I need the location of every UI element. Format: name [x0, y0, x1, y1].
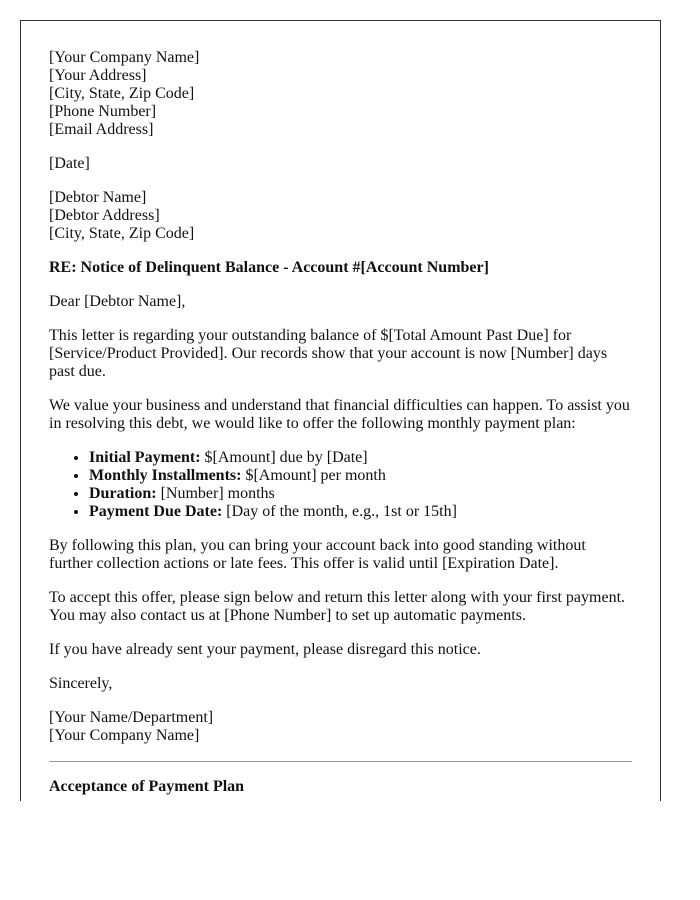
plan-item — [89, 503, 632, 521]
body-paragraph: We value your business and understand that financial difficulties can happen. To assist you in resolving this debt, we would like to offer the following monthly payment plan: — [49, 397, 630, 432]
body-paragraph: To accept this offer, please sign below and return this letter along with your first payment. You may also contact us at [Phone Number] to set up automatic payments. — [49, 589, 626, 624]
plan-label: Initial Payment: — [89, 449, 201, 466]
recipient-address-line: [Debtor Address] — [49, 207, 160, 224]
subject-line: RE: Notice of Delinquent Balance - Account #[Account Number] — [49, 259, 489, 276]
body-paragraph: This letter is regarding your outstanding balance of $[Total Amount Past Due] for [Service/Product Provided]. Our records show that your account is now [Number] days past due. — [49, 327, 608, 380]
salutation: Dear [Debtor Name], — [49, 293, 186, 310]
plan-item — [89, 449, 632, 467]
plan-label: Payment Due Date: — [89, 503, 223, 520]
sender-address-line: [Your Address] — [49, 67, 147, 84]
sender-city: [City, State, Zip Code] — [49, 85, 195, 102]
sender-company: [Your Company Name] — [49, 49, 200, 66]
recipient-name: [Debtor Name] — [49, 189, 147, 206]
letter-page — [20, 20, 661, 801]
signature-block — [49, 709, 632, 745]
plan-item — [89, 485, 632, 503]
sender-phone: [Phone Number] — [49, 103, 157, 120]
payment-plan-list — [49, 449, 632, 521]
letter-date: [Date] — [49, 155, 90, 172]
plan-label: Duration: — [89, 485, 157, 502]
plan-value: [Number] months — [156, 485, 275, 502]
plan-value: $[Amount] due by [Date] — [200, 449, 368, 466]
recipient-address — [49, 189, 632, 243]
plan-item — [89, 467, 632, 485]
sender-address — [49, 49, 632, 139]
recipient-city: [City, State, Zip Code] — [49, 225, 195, 242]
plan-value: $[Amount] per month — [241, 467, 386, 484]
body-paragraph: If you have already sent your payment, please disregard this notice. — [49, 641, 481, 658]
body-paragraph: By following this plan, you can bring your account back into good standing without further collection actions or late fees. This offer is valid until [Expiration Date]. — [49, 537, 586, 572]
plan-label: Monthly Installments: — [89, 467, 242, 484]
acceptance-heading: Acceptance of Payment Plan — [49, 778, 245, 795]
sender-email: [Email Address] — [49, 121, 154, 138]
plan-value: [Day of the month, e.g., 1st or 15th] — [222, 503, 457, 520]
divider — [49, 761, 632, 762]
closing: Sincerely, — [49, 675, 113, 692]
signature-name: [Your Name/Department] — [49, 709, 214, 726]
signature-company: [Your Company Name] — [49, 727, 200, 744]
